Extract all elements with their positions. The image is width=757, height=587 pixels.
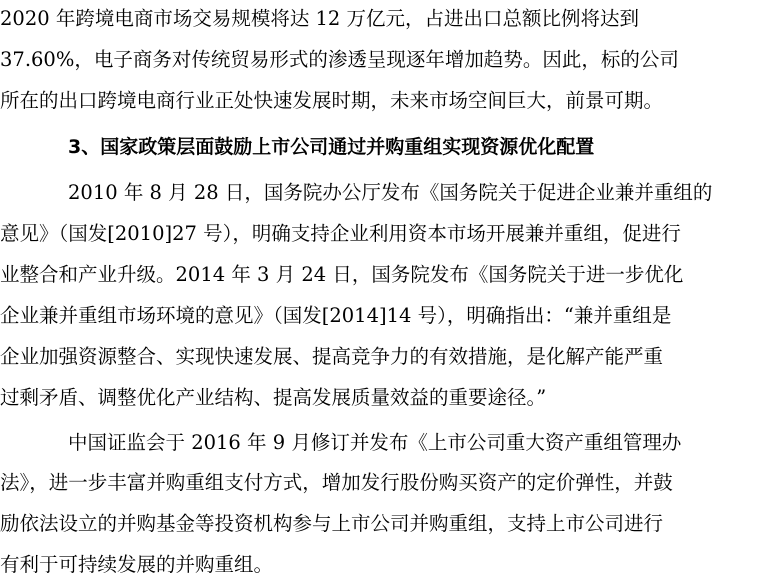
text-line: 过剩矛盾、调整优化产业结构、提高发展质量效益的重要途径。”: [0, 386, 547, 409]
text-line: 2010 年 8 月 28 日，国务院办公厅发布《国务院关于促进企业兼并重组的: [68, 181, 713, 204]
text-line: 励依法设立的并购基金等投资机构参与上市公司并购重组，支持上市公司进行: [0, 512, 664, 535]
text-line: 有利于可持续发展的并购重组。: [0, 553, 274, 576]
text-line: 37.60%，电子商务对传统贸易形式的渗透呈现逐年增加趋势。因此，标的公司: [0, 48, 679, 71]
text-line: 企业加强资源整合、实现快速发展、提高竞争力的有效措施，是化解产能严重: [0, 345, 664, 368]
text-line: 意见》（国发[2010]27 号），明确支持企业利用资本市场开展兼并重组，促进行: [0, 222, 681, 245]
text-line: 业整合和产业升级。2014 年 3 月 24 日，国务院发布《国务院关于进一步优化: [0, 263, 684, 286]
text-line: 企业兼并重组市场环境的意见》（国发[2014]14 号），明确指出：“兼并重组是: [0, 304, 672, 327]
section-heading: 3、国家政策层面鼓励上市公司通过并购重组实现资源优化配置: [68, 136, 595, 158]
text-line: 中国证监会于 2016 年 9 月修订并发布《上市公司重大资产重组管理办: [68, 431, 682, 454]
text-line: 2020 年跨境电商市场交易规模将达 12 万亿元，占进出口总额比例将达到: [0, 7, 640, 30]
text-line: 法》，进一步丰富并购重组支付方式，增加发行股份购买资产的定价弹性，并鼓: [0, 471, 673, 494]
text-line: 所在的出口跨境电商行业正处快速发展时期，未来市场空间巨大，前景可期。: [0, 89, 664, 112]
